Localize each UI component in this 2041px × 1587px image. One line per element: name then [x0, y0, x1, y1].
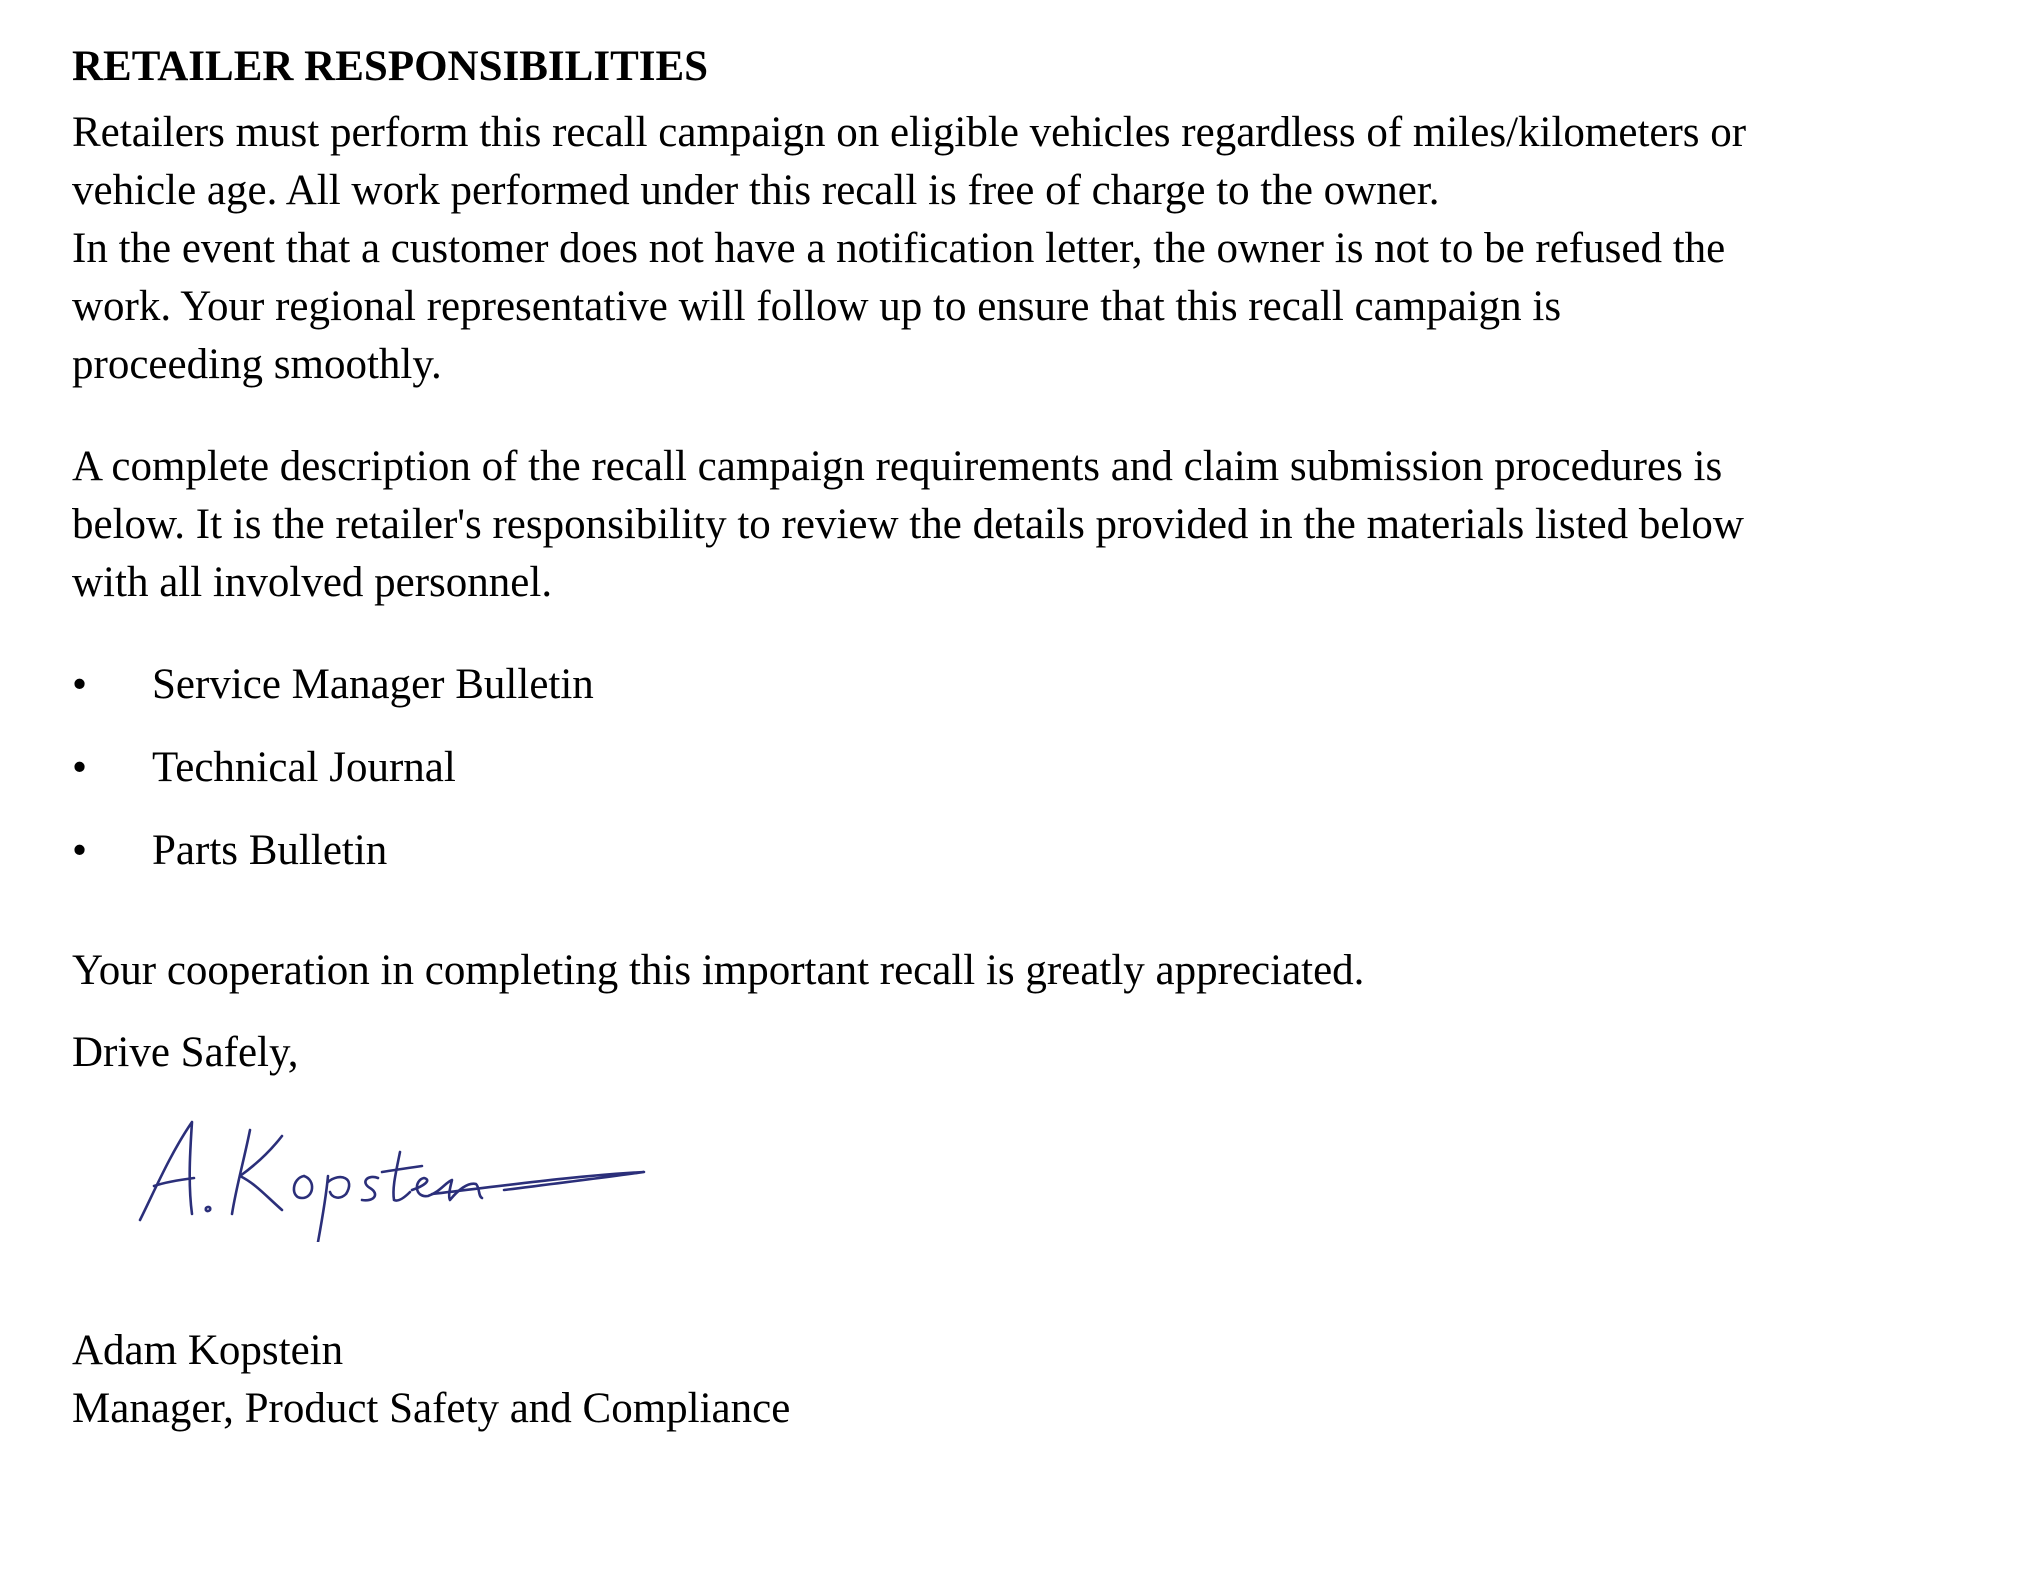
list-item: [72, 739, 2032, 797]
paragraph-line: vehicle age. All work performed under this recall is free of charge to the owner.: [72, 167, 1440, 214]
paragraph-line: In the event that a customer does not have a notification letter, the owner is not to be refused the: [72, 225, 1726, 272]
signer-block: [72, 1322, 2032, 1438]
materials-list: [72, 656, 2032, 880]
bullet-icon: •: [72, 827, 88, 874]
list-item: [72, 822, 2032, 880]
list-item-label: Parts Bulletin: [152, 827, 388, 874]
description-paragraph: [72, 438, 2032, 612]
salutation: Drive Safely,: [72, 1029, 299, 1076]
paragraph-line: proceeding smoothly.: [72, 341, 442, 388]
bullet-icon: •: [72, 661, 88, 708]
bullet-icon: •: [72, 744, 88, 791]
list-item-label: Technical Journal: [152, 744, 456, 791]
paragraph-line: A complete description of the recall campaign requirements and claim submission procedures is: [72, 443, 1723, 490]
signature: [132, 1102, 652, 1242]
list-item: [72, 656, 2032, 714]
paragraph-line: with all involved personnel.: [72, 559, 553, 606]
signer-name: Adam Kopstein: [72, 1327, 344, 1374]
letter-page: [72, 38, 2032, 1438]
paragraph-line: work. Your regional representative will follow up to ensure that this recall campaign is: [72, 283, 1562, 330]
paragraph-line: Retailers must perform this recall campaign on eligible vehicles regardless of miles/kilometers or: [72, 109, 1747, 156]
signer-title: Manager, Product Safety and Compliance: [72, 1385, 791, 1432]
closing-sentence: Your cooperation in completing this important recall is greatly appreciated.: [72, 947, 1365, 994]
paragraph-line: below. It is the retailer's responsibility to review the details provided in the materials listed below: [72, 501, 1744, 548]
responsibility-paragraph: [72, 104, 2032, 394]
section-heading: RETAILER RESPONSIBILITIES: [72, 43, 709, 90]
signature-icon: [132, 1102, 652, 1242]
list-item-label: Service Manager Bulletin: [152, 661, 594, 708]
